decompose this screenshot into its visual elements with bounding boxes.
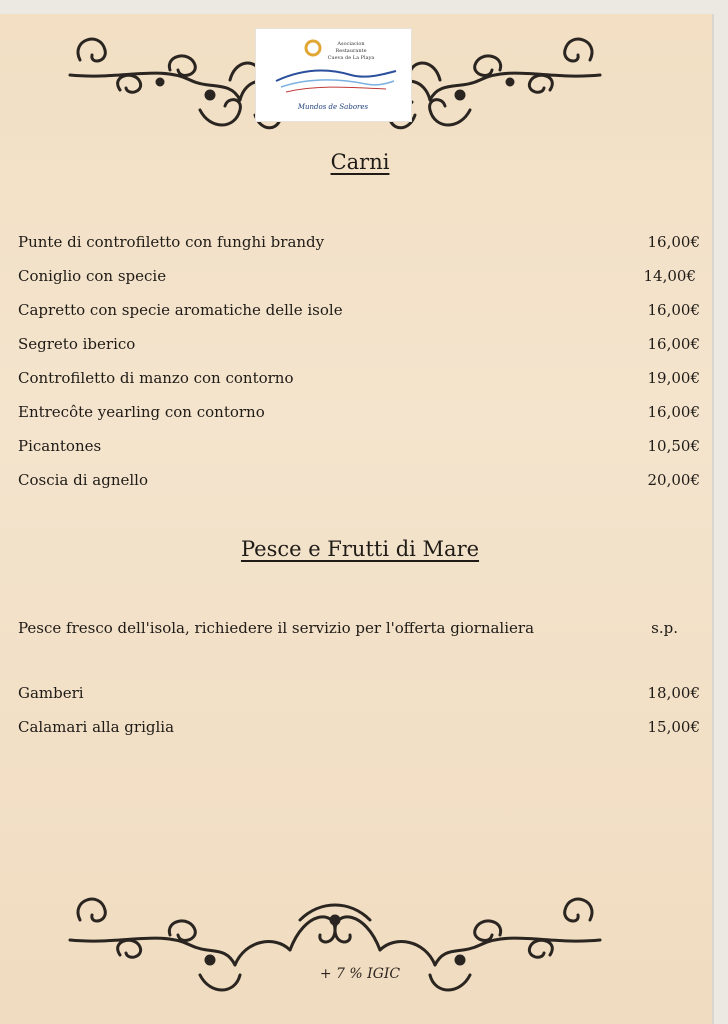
menu-item-name: Coniglio con specie (18, 267, 167, 285)
menu-item-name: Segreto iberico (18, 335, 136, 353)
menu-item-price: 19,00€ (647, 369, 700, 387)
menu-item-price: 10,50€ (647, 437, 700, 455)
menu-item (18, 469, 700, 491)
logo-line-2: Restaurante (335, 48, 367, 54)
menu-item-price: 16,00€ (647, 335, 700, 353)
menu-item (18, 265, 700, 287)
menu-item (18, 333, 700, 355)
menu-item (18, 435, 700, 457)
restaurant-logo (255, 28, 412, 122)
logo-line-1: Asociacion (337, 41, 365, 47)
menu-item-name: Controfiletto di manzo con contorno (18, 369, 294, 387)
menu-item-name: Picantones (18, 437, 102, 455)
menu-item-price: 16,00€ (647, 301, 700, 319)
menu-item (18, 401, 700, 423)
menu-item-price: 20,00€ (647, 471, 700, 489)
section-title-pesce: Pesce e Frutti di Mare (240, 537, 480, 561)
menu-item (18, 299, 700, 321)
tax-note: + 7 % IGIC (319, 966, 401, 982)
menu-item-name: Gamberi (18, 684, 84, 702)
menu-item-name: Punte di controfiletto con funghi brandy (18, 233, 325, 251)
menu-item-price: 16,00€ (647, 403, 700, 421)
menu-item (18, 617, 700, 639)
bottom-flourish-ornament (60, 890, 610, 1010)
menu-item (18, 231, 700, 253)
menu-item-price: 18,00€ (647, 684, 700, 702)
menu-item-price: 16,00€ (647, 233, 700, 251)
menu-item-name: Calamari alla griglia (18, 718, 175, 736)
section-title-carni: Carni (330, 150, 390, 174)
menu-item-price: 15,00€ (647, 718, 700, 736)
logo-tagline: Mundos de Sabores (297, 103, 369, 111)
menu-item-price: 14,00€ (643, 267, 696, 285)
menu-item (18, 716, 700, 738)
menu-item-name: Pesce fresco dell'isola, richiedere il servizio per l'offerta giornaliera (18, 619, 535, 637)
logo-line-3: Cueva de La Playa (327, 55, 375, 61)
menu-item (18, 367, 700, 389)
menu-item-price: s.p. (651, 619, 678, 637)
menu-item-name: Coscia di agnello (18, 471, 148, 489)
menu-item-name: Capretto con specie aromatiche delle isole (18, 301, 343, 319)
menu-item (18, 682, 700, 704)
menu-item-name: Entrecôte yearling con contorno (18, 403, 265, 421)
